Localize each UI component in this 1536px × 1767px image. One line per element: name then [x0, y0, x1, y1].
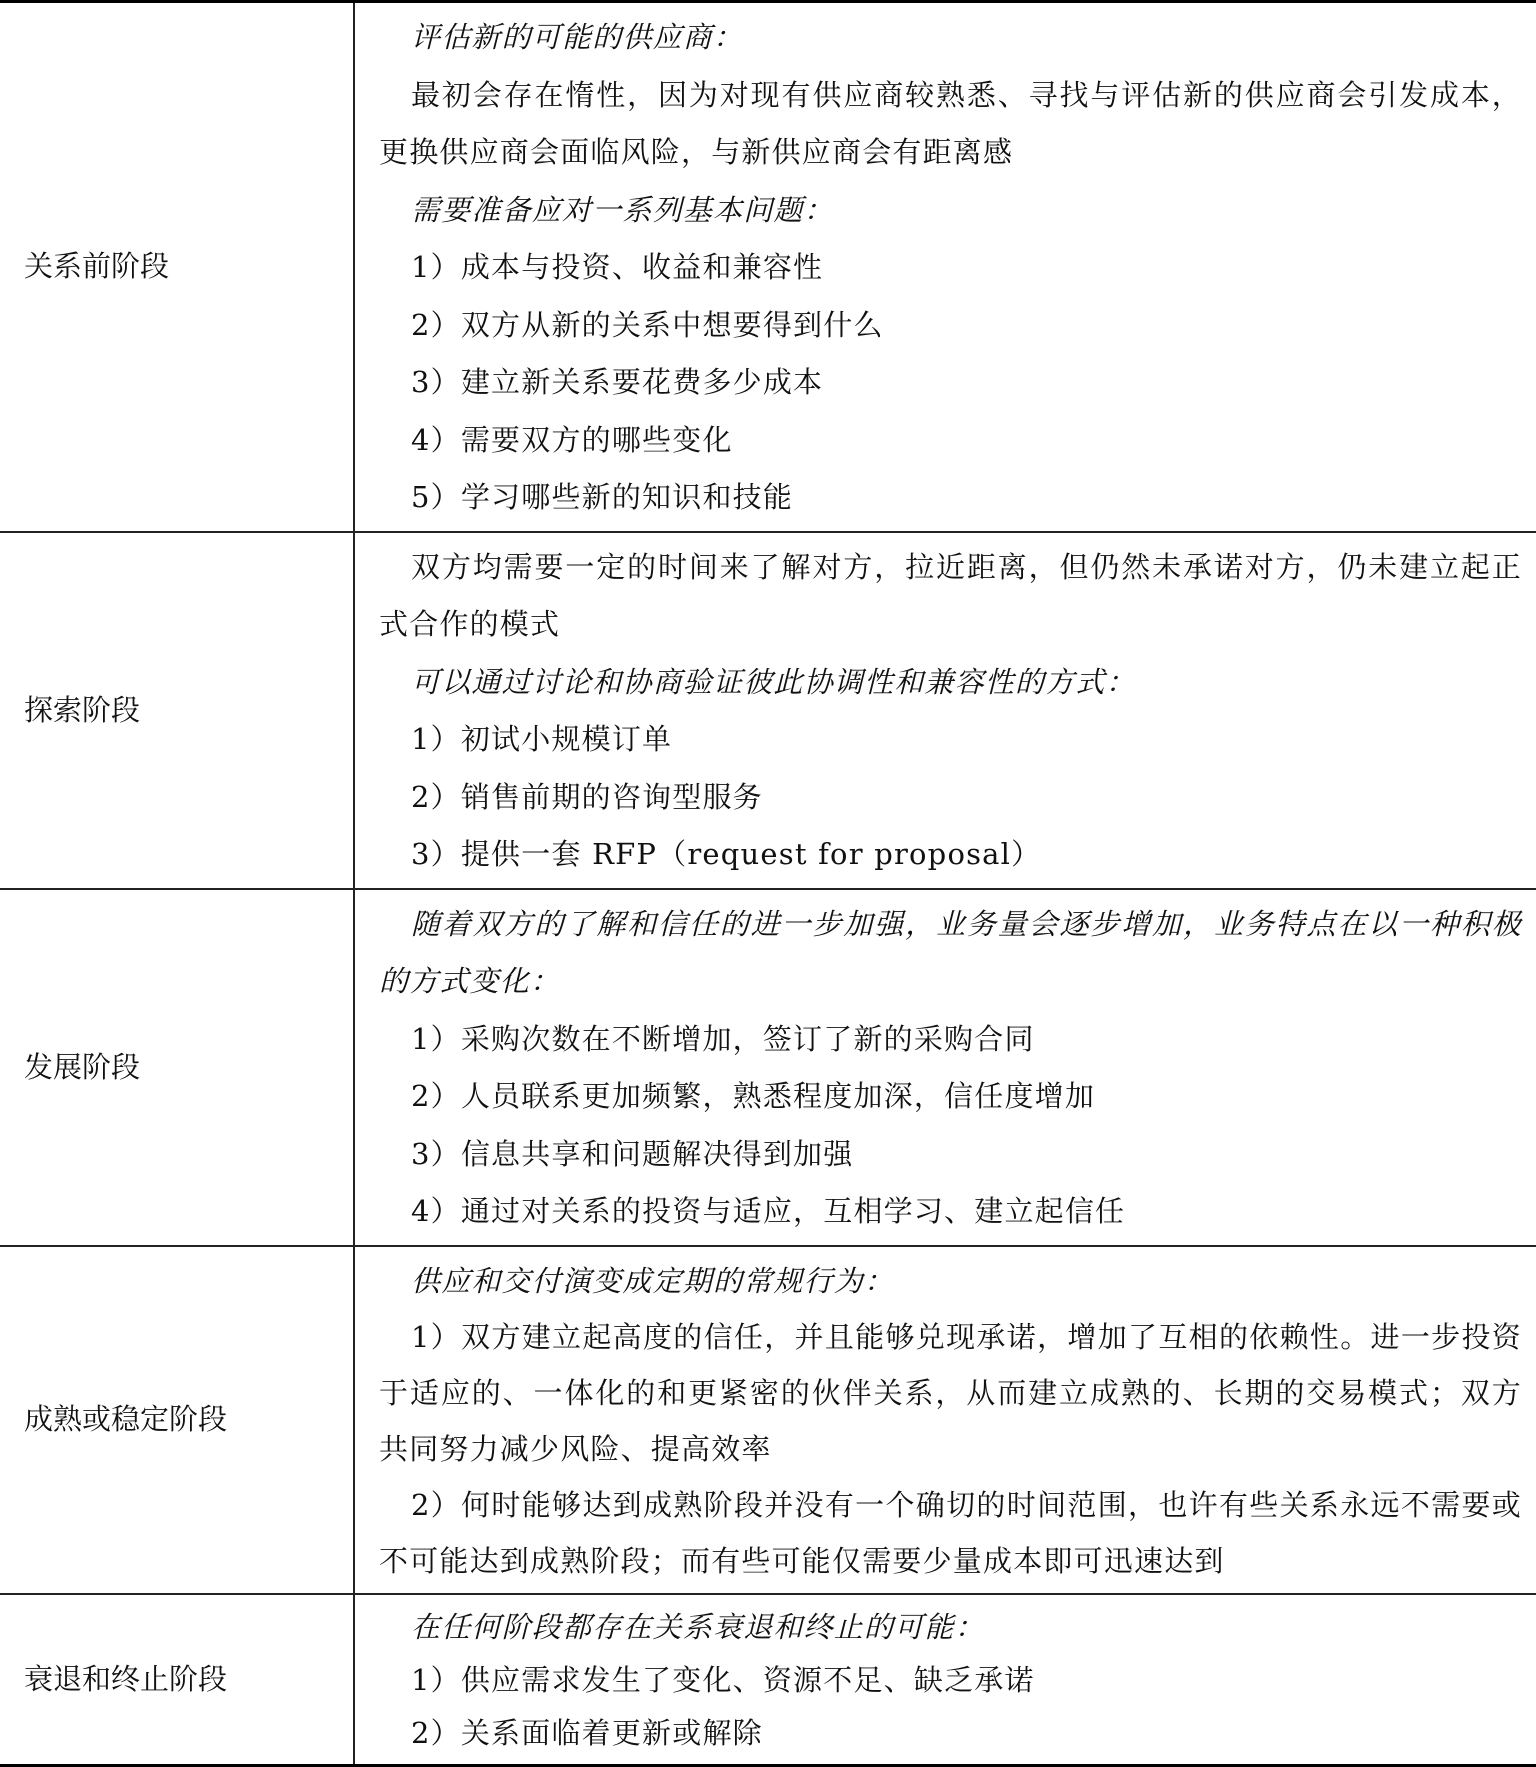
table-row-stage-3	[0, 889, 1536, 1246]
description-heading-line: 供应和交付演变成定期的常规行为：	[411, 1263, 895, 1298]
description-line: 1）成本与投资、收益和兼容性	[411, 250, 824, 284]
description-line: 3）提供一套 RFP（request for proposal）	[411, 837, 1042, 871]
stage-name-cell: 关系前阶段	[0, 2, 354, 532]
table-row-stage-5	[0, 1594, 1536, 1766]
description-line: 4）需要双方的哪些变化	[411, 422, 733, 457]
stage-name-cell: 发展阶段	[0, 889, 354, 1246]
description-line: 4）通过对关系的投资与适应，互相学习、建立起信任	[411, 1194, 1126, 1228]
description-line: 1）采购次数在不断增加，签订了新的采购合同	[411, 1021, 1035, 1056]
stage-description-cell	[354, 889, 1536, 1246]
stage-name-cell: 衰退和终止阶段	[0, 1594, 354, 1766]
description-line: 双方均需要一定的时间来了解对方，拉近距离，但仍然未承诺对方，仍未建立起正式合作的模式	[379, 549, 1522, 641]
stage-description-cell	[354, 1246, 1536, 1594]
description-line: 2）双方从新的关系中想要得到什么	[411, 307, 884, 342]
description-line: 2）关系面临着更新或解除	[411, 1715, 763, 1750]
table-row-stage-2	[0, 532, 1536, 889]
description-line: 3）建立新关系要花费多少成本	[411, 365, 824, 399]
description-line: 2）人员联系更加频繁，熟悉程度加深，信任度增加	[411, 1079, 1096, 1113]
stage-description-cell	[354, 1594, 1536, 1766]
description-line: 2）何时能够达到成熟阶段并没有一个确切的时间范围，也许有些关系永远不需要或不可能达到成熟阶段；而有些可能仅需要少量成本即可迅速达到	[379, 1487, 1522, 1578]
description-line: 1）双方建立起高度的信任，并且能够兑现承诺，增加了互相的依赖性。进一步投资于适应的、一体化的和更紧密的伙伴关系，从而建立成熟的、长期的交易模式；双方共同努力减少风险、提高效率	[379, 1319, 1522, 1466]
description-line: 1）初试小规模订单	[411, 722, 673, 756]
description-heading-line: 评估新的可能的供应商：	[411, 20, 744, 54]
description-line: 5）学习哪些新的知识和技能	[411, 480, 794, 514]
description-line: 3）信息共享和问题解决得到加强	[411, 1136, 854, 1171]
stage-description-cell	[354, 2, 1536, 532]
description-heading-line: 随着双方的了解和信任的进一步加强，业务量会逐步增加，业务特点在以一种积极的方式变化：	[379, 906, 1522, 998]
description-heading-line: 可以通过讨论和协商验证彼此协调性和兼容性的方式：	[411, 664, 1136, 699]
description-heading-line: 需要准备应对一系列基本问题：	[411, 192, 834, 227]
description-line: 2）销售前期的咨询型服务	[411, 779, 763, 814]
stage-description-cell	[354, 532, 1536, 889]
description-line: 最初会存在惰性，因为对现有供应商较熟悉、寻找与评估新的供应商会引发成本，更换供应商会面临风险，与新供应商会有距离感	[379, 77, 1522, 169]
table-row-stage-1	[0, 2, 1536, 532]
description-line: 1）供应需求发生了变化、资源不足、缺乏承诺	[411, 1662, 1035, 1697]
table-row-stage-4	[0, 1246, 1536, 1594]
description-heading-line: 在任何阶段都存在关系衰退和终止的可能：	[411, 1609, 985, 1644]
stage-name-cell: 成熟或稳定阶段	[0, 1246, 354, 1594]
stage-name-cell: 探索阶段	[0, 532, 354, 889]
